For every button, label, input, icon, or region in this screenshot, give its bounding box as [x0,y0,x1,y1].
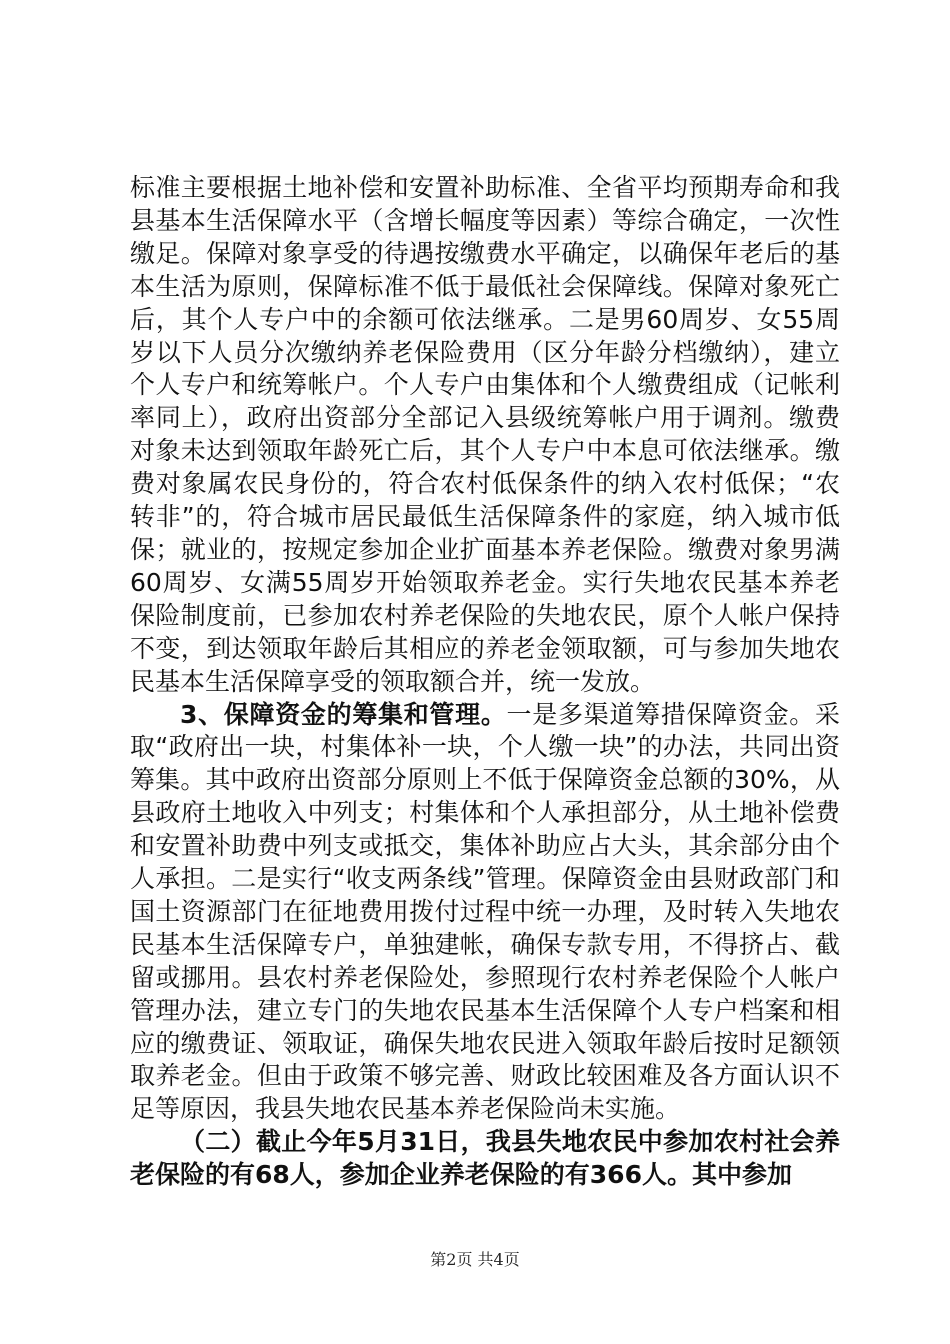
page-footer [0,1247,950,1270]
paragraph-2-heading: 3、保障资金的筹集和管理。 [180,699,507,729]
paragraph-2-text: 一是多渠道筹措保障资金。采取“政府出一块，村集体补一块，个人缴一块”的办法，共同出资筹集。其中政府出资部分原则上不低于保障资金总额的30%，从县政府土地收入中列支；村集体和个人承担部分，从土地补偿费和安置补助费中列支或抵交，集体补助应占大头，其余部分由个人承担。二是实行“收支两条线”管理。保障资金由县财政部门和国土资源部门在征地费用拨付过程中统一办理，及时转入失地农民基本生活保障专户，单独建帐，确保专款专用，不得挤占、截留或挪用。县农村养老保险处，参照现行农村养老保险个人帐户管理办法，建立专门的失地农民基本生活保障个人专户档案和相应的缴费证、领取证，确保失地农民进入领取年龄后按时足额领取养老金。但由于政策不够完善、财政比较困难及各方面认识不足等原因，我县失地农民基本养老保险尚未实施。 [130,699,840,1124]
paragraph-1 [130,172,840,699]
paragraph-3 [130,1126,840,1192]
paragraph-3-text: （二）截止今年5月31日，我县失地农民中参加农村社会养老保险的有68人，参加企业养老保险的有366人。其中参加 [130,1127,840,1190]
body-text [130,172,840,1192]
page-number: 第2页 共4页 [430,1250,520,1269]
paragraph-1-text: 标准主要根据土地补偿和安置补助标准、全省平均预期寿命和我县基本生活保障水平（含增长幅度等因素）等综合确定，一次性缴足。保障对象享受的待遇按缴费水平确定，以确保年老后的基本生活为原则，保障标准不低于最低社会保障线。保障对象死亡后，其个人专户中的余额可依法继承。二是男60周岁、女55周岁以下人员分次缴纳养老保险费用（区分年龄分档缴纳），建立个人专户和统筹帐户。个人专户由集体和个人缴费组成（记帐利率同上），政府出资部分全部记入县级统筹帐户用于调剂。缴费对象未达到领取年龄死亡后，其个人专户中本息可依法继承。缴费对象属农民身份的，符合农村低保条件的纳入农村低保；“农转非”的，符合城市居民最低生活保障条件的家庭，纳入城市低保；就业的，按规定参加企业扩面基本养老保险。缴费对象男满60周岁、女满55周岁开始领取养老金。实行失地农民基本养老保险制度前，已参加农村养老保险的失地农民，原个人帐户保持不变，到达领取年龄后其相应的养老金领取额，可与参加失地农民基本生活保障享受的领取额合并，统一发放。 [130,173,840,696]
paragraph-2 [130,699,840,1127]
